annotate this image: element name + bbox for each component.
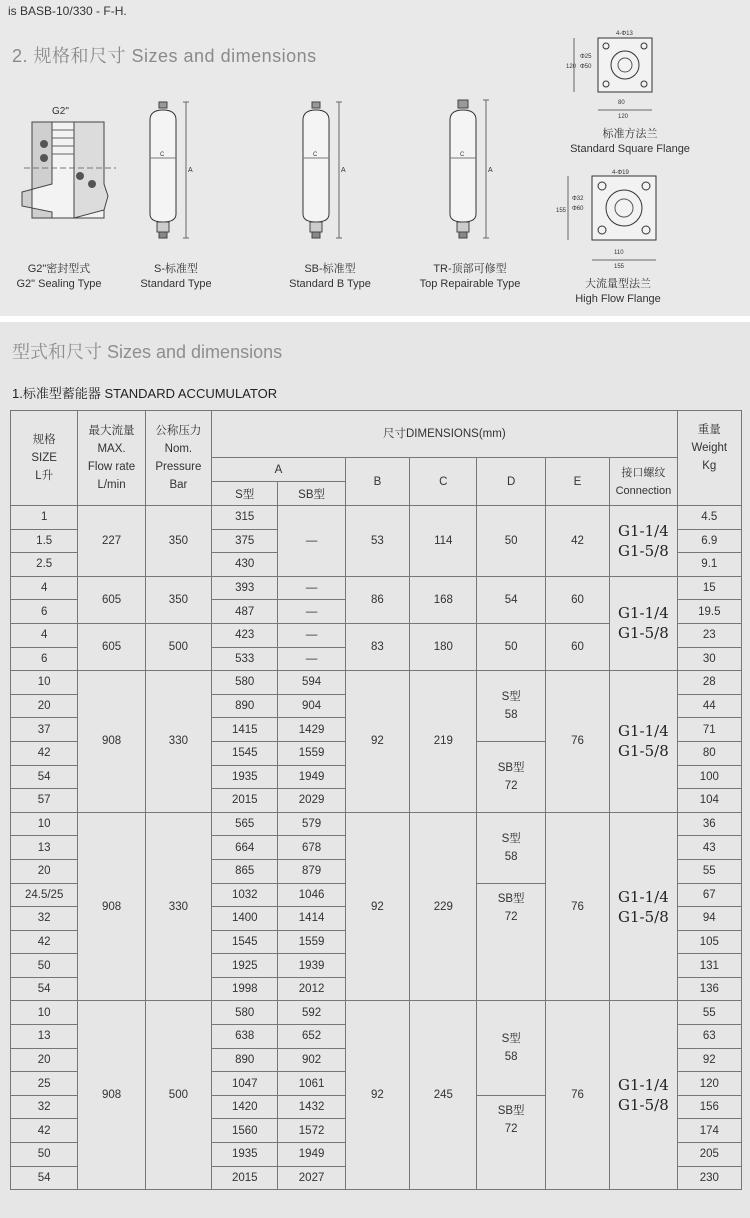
section-title: 2. 规格和尺寸 Sizes and dimensions — [12, 46, 317, 66]
square-flange-caption-cn: 标准方法兰 — [602, 128, 658, 140]
cell-size: 1 — [11, 506, 78, 530]
cell-a-s: 533 — [212, 647, 278, 671]
cell-a-sb: 1939 — [278, 954, 345, 978]
header-c: C — [410, 458, 477, 506]
cell-d: 50 — [477, 623, 545, 670]
header-size-cn: 规格 — [32, 434, 56, 446]
cell-size: 54 — [11, 765, 78, 789]
cell-e: 60 — [545, 576, 609, 623]
g2-caption-cn: G2"密封型式 — [27, 263, 91, 275]
cell-e: 60 — [545, 623, 609, 670]
d-s-label: S型 — [501, 1033, 521, 1046]
cell-connection — [610, 576, 677, 670]
cell-d-s — [477, 671, 545, 742]
cell-weight: 105 — [677, 930, 741, 954]
cell-a-s: 1560 — [212, 1119, 278, 1143]
cell-weight: 94 — [677, 907, 741, 931]
cell-a-s: 865 — [212, 859, 278, 883]
standard-b-caption-cn: SB-标准型 — [304, 263, 356, 275]
cell-e: 76 — [545, 671, 609, 813]
cell-pressure: 500 — [145, 623, 211, 670]
top-repairable-caption-cn: TR-顶部可修型 — [433, 263, 507, 275]
cell-a-sb: 1949 — [278, 1143, 345, 1167]
cell-b: 53 — [345, 506, 409, 577]
cell-size: 50 — [11, 954, 78, 978]
high-flow-flange-drawing — [552, 168, 682, 278]
cell-weight: 44 — [677, 694, 741, 718]
cell-size: 10 — [11, 671, 78, 695]
cell-a-s: 315 — [212, 506, 278, 530]
standard-b-caption-en: Standard B Type — [289, 278, 371, 290]
cell-flow: 908 — [78, 1001, 145, 1190]
cell-e: 76 — [545, 812, 609, 1001]
header-flow-unit: L/min — [97, 479, 126, 491]
square-flange-drawing — [560, 28, 680, 124]
sq-dim-pitch: 80 — [618, 100, 625, 106]
cell-weight: 131 — [677, 954, 741, 978]
header-connection-cn: 接口螺纹 — [621, 466, 666, 479]
cell-a-s: 1935 — [212, 765, 278, 789]
cell-weight: 80 — [677, 741, 741, 765]
d-s-value: 58 — [504, 709, 518, 722]
cell-size: 42 — [11, 741, 78, 765]
header-size — [11, 411, 78, 506]
hf-dim-holes: 4-Φ19 — [612, 170, 629, 176]
cell-a-s: 580 — [212, 671, 278, 695]
cell-weight: 23 — [677, 623, 741, 647]
tr-dim-c: C — [460, 152, 465, 158]
connection-line: G1-1/4 — [618, 887, 669, 906]
cell-a-s: 1935 — [212, 1143, 278, 1167]
hf-dim-pitch: 110 — [614, 250, 624, 256]
cell-a-s: 430 — [212, 553, 278, 577]
cell-d: 54 — [477, 576, 545, 623]
cell-weight: 55 — [677, 1001, 741, 1025]
cell-a-s: 2015 — [212, 1166, 278, 1190]
dimensions-table — [10, 410, 742, 1190]
d-s-label: S型 — [501, 691, 521, 704]
cell-size: 6 — [11, 647, 78, 671]
sq-dim-height: 120 — [566, 64, 577, 70]
cell-size: 37 — [11, 718, 78, 742]
cell-a-s: 1032 — [212, 883, 278, 907]
cell-a-sb: 1429 — [278, 718, 345, 742]
cell-weight: 55 — [677, 859, 741, 883]
cell-c: 180 — [410, 623, 477, 670]
cell-size: 42 — [11, 1119, 78, 1143]
cell-size: 4 — [11, 623, 78, 647]
cell-a-sb: 592 — [278, 1001, 345, 1025]
cell-d-sb — [477, 1095, 545, 1189]
header-a-sb: SB型 — [278, 482, 345, 506]
standard-type-drawing — [140, 98, 200, 248]
cell-d-s — [477, 1001, 545, 1095]
header-flow-en1: MAX. — [97, 443, 126, 455]
high-flow-flange-caption-en: High Flow Flange — [575, 293, 661, 305]
cell-b: 86 — [345, 576, 409, 623]
g2-sealing-drawing — [12, 100, 118, 230]
cell-a-s: 664 — [212, 836, 278, 860]
cell-connection — [610, 506, 677, 577]
cell-weight: 28 — [677, 671, 741, 695]
cell-c: 219 — [410, 671, 477, 813]
cell-size: 10 — [11, 1001, 78, 1025]
d-s-value: 58 — [504, 850, 518, 863]
cell-a-sb: 579 — [278, 812, 345, 836]
cell-weight: 156 — [677, 1095, 741, 1119]
cell-size: 10 — [11, 812, 78, 836]
cell-weight: 15 — [677, 576, 741, 600]
connection-line: G1-5/8 — [618, 541, 669, 560]
cell-e: 76 — [545, 1001, 609, 1190]
cell-a-sb: — — [278, 506, 345, 577]
cell-a-sb: 1559 — [278, 741, 345, 765]
cell-a-s: 423 — [212, 623, 278, 647]
d-sb-value: 72 — [504, 779, 518, 792]
cell-c: 229 — [410, 812, 477, 1001]
sq-dim-holes: 4-Φ13 — [616, 31, 633, 37]
cell-weight: 36 — [677, 812, 741, 836]
sizes-dimensions-panel — [0, 0, 750, 316]
header-connection — [610, 458, 677, 506]
table-row — [11, 506, 742, 530]
cell-size: 13 — [11, 836, 78, 860]
cell-pressure: 350 — [145, 506, 211, 577]
cell-d-s — [477, 812, 545, 883]
cell-a-s: 580 — [212, 1001, 278, 1025]
cell-a-s: 565 — [212, 812, 278, 836]
sq-dim-width: 120 — [618, 114, 629, 120]
cell-c: 168 — [410, 576, 477, 623]
header-e: E — [545, 458, 609, 506]
cell-flow: 605 — [78, 623, 145, 670]
cell-weight: 19.5 — [677, 600, 741, 624]
s-dim-a: A — [188, 167, 193, 174]
cell-pressure: 500 — [145, 1001, 211, 1190]
s-dim-c: C — [160, 152, 165, 158]
standard-caption-cn: S-标准型 — [154, 263, 198, 275]
header-weight-en: Weight — [691, 442, 728, 454]
table-row — [11, 812, 742, 836]
cell-a-sb: 594 — [278, 671, 345, 695]
connection-line: G1-5/8 — [618, 907, 669, 926]
hf-dim-width: 155 — [614, 264, 625, 270]
header-pressure-en2: Pressure — [155, 461, 202, 473]
cell-a-sb: — — [278, 647, 345, 671]
cell-a-sb: 1432 — [278, 1095, 345, 1119]
sq-dim-bore: Φ25 — [580, 54, 592, 60]
header-weight — [677, 411, 741, 506]
cell-a-sb: 652 — [278, 1025, 345, 1049]
header-a-s: S型 — [212, 482, 278, 506]
cell-a-sb: 2029 — [278, 789, 345, 813]
header-a: A — [212, 458, 346, 482]
cell-a-sb: 902 — [278, 1048, 345, 1072]
cell-b: 92 — [345, 671, 409, 813]
cell-weight: 30 — [677, 647, 741, 671]
cell-a-sb: 1949 — [278, 765, 345, 789]
header-connection-en: Connection — [615, 484, 672, 497]
cell-size: 57 — [11, 789, 78, 813]
tr-dim-a: A — [488, 167, 493, 174]
sb-dim-c: C — [313, 152, 318, 158]
d-s-value: 58 — [504, 1051, 518, 1064]
cell-a-s: 1420 — [212, 1095, 278, 1119]
cell-weight: 120 — [677, 1072, 741, 1096]
cell-a-sb: — — [278, 623, 345, 647]
standard-caption — [120, 262, 232, 292]
cell-a-s: 638 — [212, 1025, 278, 1049]
cell-a-sb: — — [278, 576, 345, 600]
connection-line: G1-1/4 — [618, 722, 669, 741]
cell-a-sb: — — [278, 600, 345, 624]
cell-size: 20 — [11, 1048, 78, 1072]
cell-a-s: 1545 — [212, 741, 278, 765]
cell-weight: 230 — [677, 1166, 741, 1190]
cell-size: 20 — [11, 694, 78, 718]
cell-size: 50 — [11, 1143, 78, 1167]
cell-weight: 9.1 — [677, 553, 741, 577]
cell-size: 2.5 — [11, 553, 78, 577]
cell-weight: 6.9 — [677, 529, 741, 553]
d-sb-value: 72 — [504, 910, 518, 923]
connection-line: G1-5/8 — [618, 1096, 669, 1115]
hf-dim-bore: Φ32 — [572, 196, 584, 202]
cell-a-sb: 1046 — [278, 883, 345, 907]
cell-connection — [610, 671, 677, 813]
header-weight-cn: 重量 — [697, 424, 721, 436]
d-sb-label: SB型 — [497, 892, 525, 905]
model-code: is BASB-10/330 - F-H. — [8, 4, 127, 18]
table-row — [11, 671, 742, 695]
high-flow-flange-caption — [548, 277, 688, 307]
cell-flow: 227 — [78, 506, 145, 577]
connection-line: G1-1/4 — [618, 521, 669, 540]
cell-size: 4 — [11, 576, 78, 600]
table-row — [11, 576, 742, 600]
header-size-en: SIZE — [31, 452, 57, 464]
cell-size: 32 — [11, 1095, 78, 1119]
cell-a-sb: 1414 — [278, 907, 345, 931]
cell-a-sb: 1572 — [278, 1119, 345, 1143]
square-flange-caption-en: Standard Square Flange — [570, 143, 690, 155]
header-pressure — [145, 411, 211, 506]
cell-a-s: 1545 — [212, 930, 278, 954]
cell-flow: 908 — [78, 671, 145, 813]
d-sb-label: SB型 — [497, 1104, 525, 1117]
square-flange-caption — [560, 127, 700, 157]
header-flow-cn: 最大流量 — [88, 425, 135, 437]
cell-weight: 63 — [677, 1025, 741, 1049]
cell-size: 42 — [11, 930, 78, 954]
cell-a-s: 393 — [212, 576, 278, 600]
cell-weight: 136 — [677, 977, 741, 1001]
cell-size: 32 — [11, 907, 78, 931]
cell-c: 245 — [410, 1001, 477, 1190]
cell-a-sb: 1559 — [278, 930, 345, 954]
d-sb-value: 72 — [504, 1122, 518, 1135]
cell-a-s: 890 — [212, 694, 278, 718]
cell-pressure: 330 — [145, 671, 211, 813]
cell-size: 13 — [11, 1025, 78, 1049]
cell-size: 25 — [11, 1072, 78, 1096]
cell-a-sb: 678 — [278, 836, 345, 860]
top-repairable-caption — [405, 262, 535, 292]
table-body — [11, 506, 742, 1190]
hf-dim-height: 155 — [556, 208, 567, 214]
header-pressure-unit: Bar — [169, 479, 188, 491]
header-b: B — [345, 458, 409, 506]
cell-size: 6 — [11, 600, 78, 624]
cell-c: 114 — [410, 506, 477, 577]
cell-size: 1.5 — [11, 529, 78, 553]
cell-a-s: 1047 — [212, 1072, 278, 1096]
standard-b-caption — [270, 262, 390, 292]
top-repairable-caption-en: Top Repairable Type — [419, 278, 521, 290]
cell-a-s: 1998 — [212, 977, 278, 1001]
standard-accumulator-panel — [0, 322, 750, 1218]
cell-a-s: 487 — [212, 600, 278, 624]
cell-size: 24.5/25 — [11, 883, 78, 907]
sb-dim-a: A — [341, 167, 346, 174]
header-d: D — [477, 458, 545, 506]
cell-connection — [610, 812, 677, 1001]
cell-pressure: 330 — [145, 812, 211, 1001]
header-pressure-en1: Nom. — [164, 443, 193, 455]
cell-size: 54 — [11, 977, 78, 1001]
cell-a-sb: 2027 — [278, 1166, 345, 1190]
hf-dim-circle: Φ60 — [572, 206, 584, 212]
cell-flow: 605 — [78, 576, 145, 623]
header-dimensions: 尺寸DIMENSIONS(mm) — [212, 411, 678, 458]
top-repairable-drawing — [440, 96, 500, 248]
cell-a-sb: 879 — [278, 859, 345, 883]
connection-line: G1-5/8 — [618, 624, 669, 643]
cell-a-s: 1400 — [212, 907, 278, 931]
header-size-unit: L升 — [35, 470, 54, 482]
cell-e: 42 — [545, 506, 609, 577]
connection-line: G1-1/4 — [618, 1076, 669, 1095]
standard-caption-en: Standard Type — [140, 278, 212, 290]
high-flow-flange-caption-cn: 大流量型法兰 — [585, 278, 651, 290]
cell-a-s: 1415 — [212, 718, 278, 742]
cell-weight: 43 — [677, 836, 741, 860]
cell-d-sb — [477, 741, 545, 812]
cell-pressure: 350 — [145, 576, 211, 623]
g2-caption-en: G2" Sealing Type — [16, 278, 102, 290]
cell-a-s: 2015 — [212, 789, 278, 813]
cell-a-s: 375 — [212, 529, 278, 553]
cell-connection — [610, 1001, 677, 1190]
header-flow — [78, 411, 145, 506]
cell-a-sb: 904 — [278, 694, 345, 718]
cell-flow: 908 — [78, 812, 145, 1001]
g2-label: G2" — [52, 106, 69, 117]
cell-a-sb: 2012 — [278, 977, 345, 1001]
header-pressure-cn: 公称压力 — [155, 425, 202, 437]
cell-weight: 205 — [677, 1143, 741, 1167]
cell-weight: 104 — [677, 789, 741, 813]
cell-b: 92 — [345, 812, 409, 1001]
cell-weight: 67 — [677, 883, 741, 907]
cell-a-sb: 1061 — [278, 1072, 345, 1096]
cell-size: 54 — [11, 1166, 78, 1190]
header-weight-unit: Kg — [702, 460, 717, 472]
d-s-label: S型 — [501, 832, 521, 845]
cell-weight: 92 — [677, 1048, 741, 1072]
standard-b-type-drawing — [293, 98, 353, 248]
cell-d-sb — [477, 883, 545, 1001]
sq-dim-circle: Φ50 — [580, 64, 592, 70]
header-flow-en2: Flow rate — [87, 461, 136, 473]
section2-subtitle: 1.标准型蓄能器 STANDARD ACCUMULATOR — [12, 386, 278, 401]
cell-weight: 71 — [677, 718, 741, 742]
d-sb-label: SB型 — [497, 761, 525, 774]
g2-caption — [0, 262, 118, 292]
cell-a-s: 890 — [212, 1048, 278, 1072]
cell-weight: 174 — [677, 1119, 741, 1143]
cell-d: 50 — [477, 506, 545, 577]
cell-b: 92 — [345, 1001, 409, 1190]
table-row — [11, 1001, 742, 1025]
cell-b: 83 — [345, 623, 409, 670]
cell-a-s: 1925 — [212, 954, 278, 978]
connection-line: G1-1/4 — [618, 604, 669, 623]
cell-weight: 4.5 — [677, 506, 741, 530]
cell-weight: 100 — [677, 765, 741, 789]
cell-size: 20 — [11, 859, 78, 883]
connection-line: G1-5/8 — [618, 742, 669, 761]
section2-title: 型式和尺寸 Sizes and dimensions — [12, 342, 283, 362]
